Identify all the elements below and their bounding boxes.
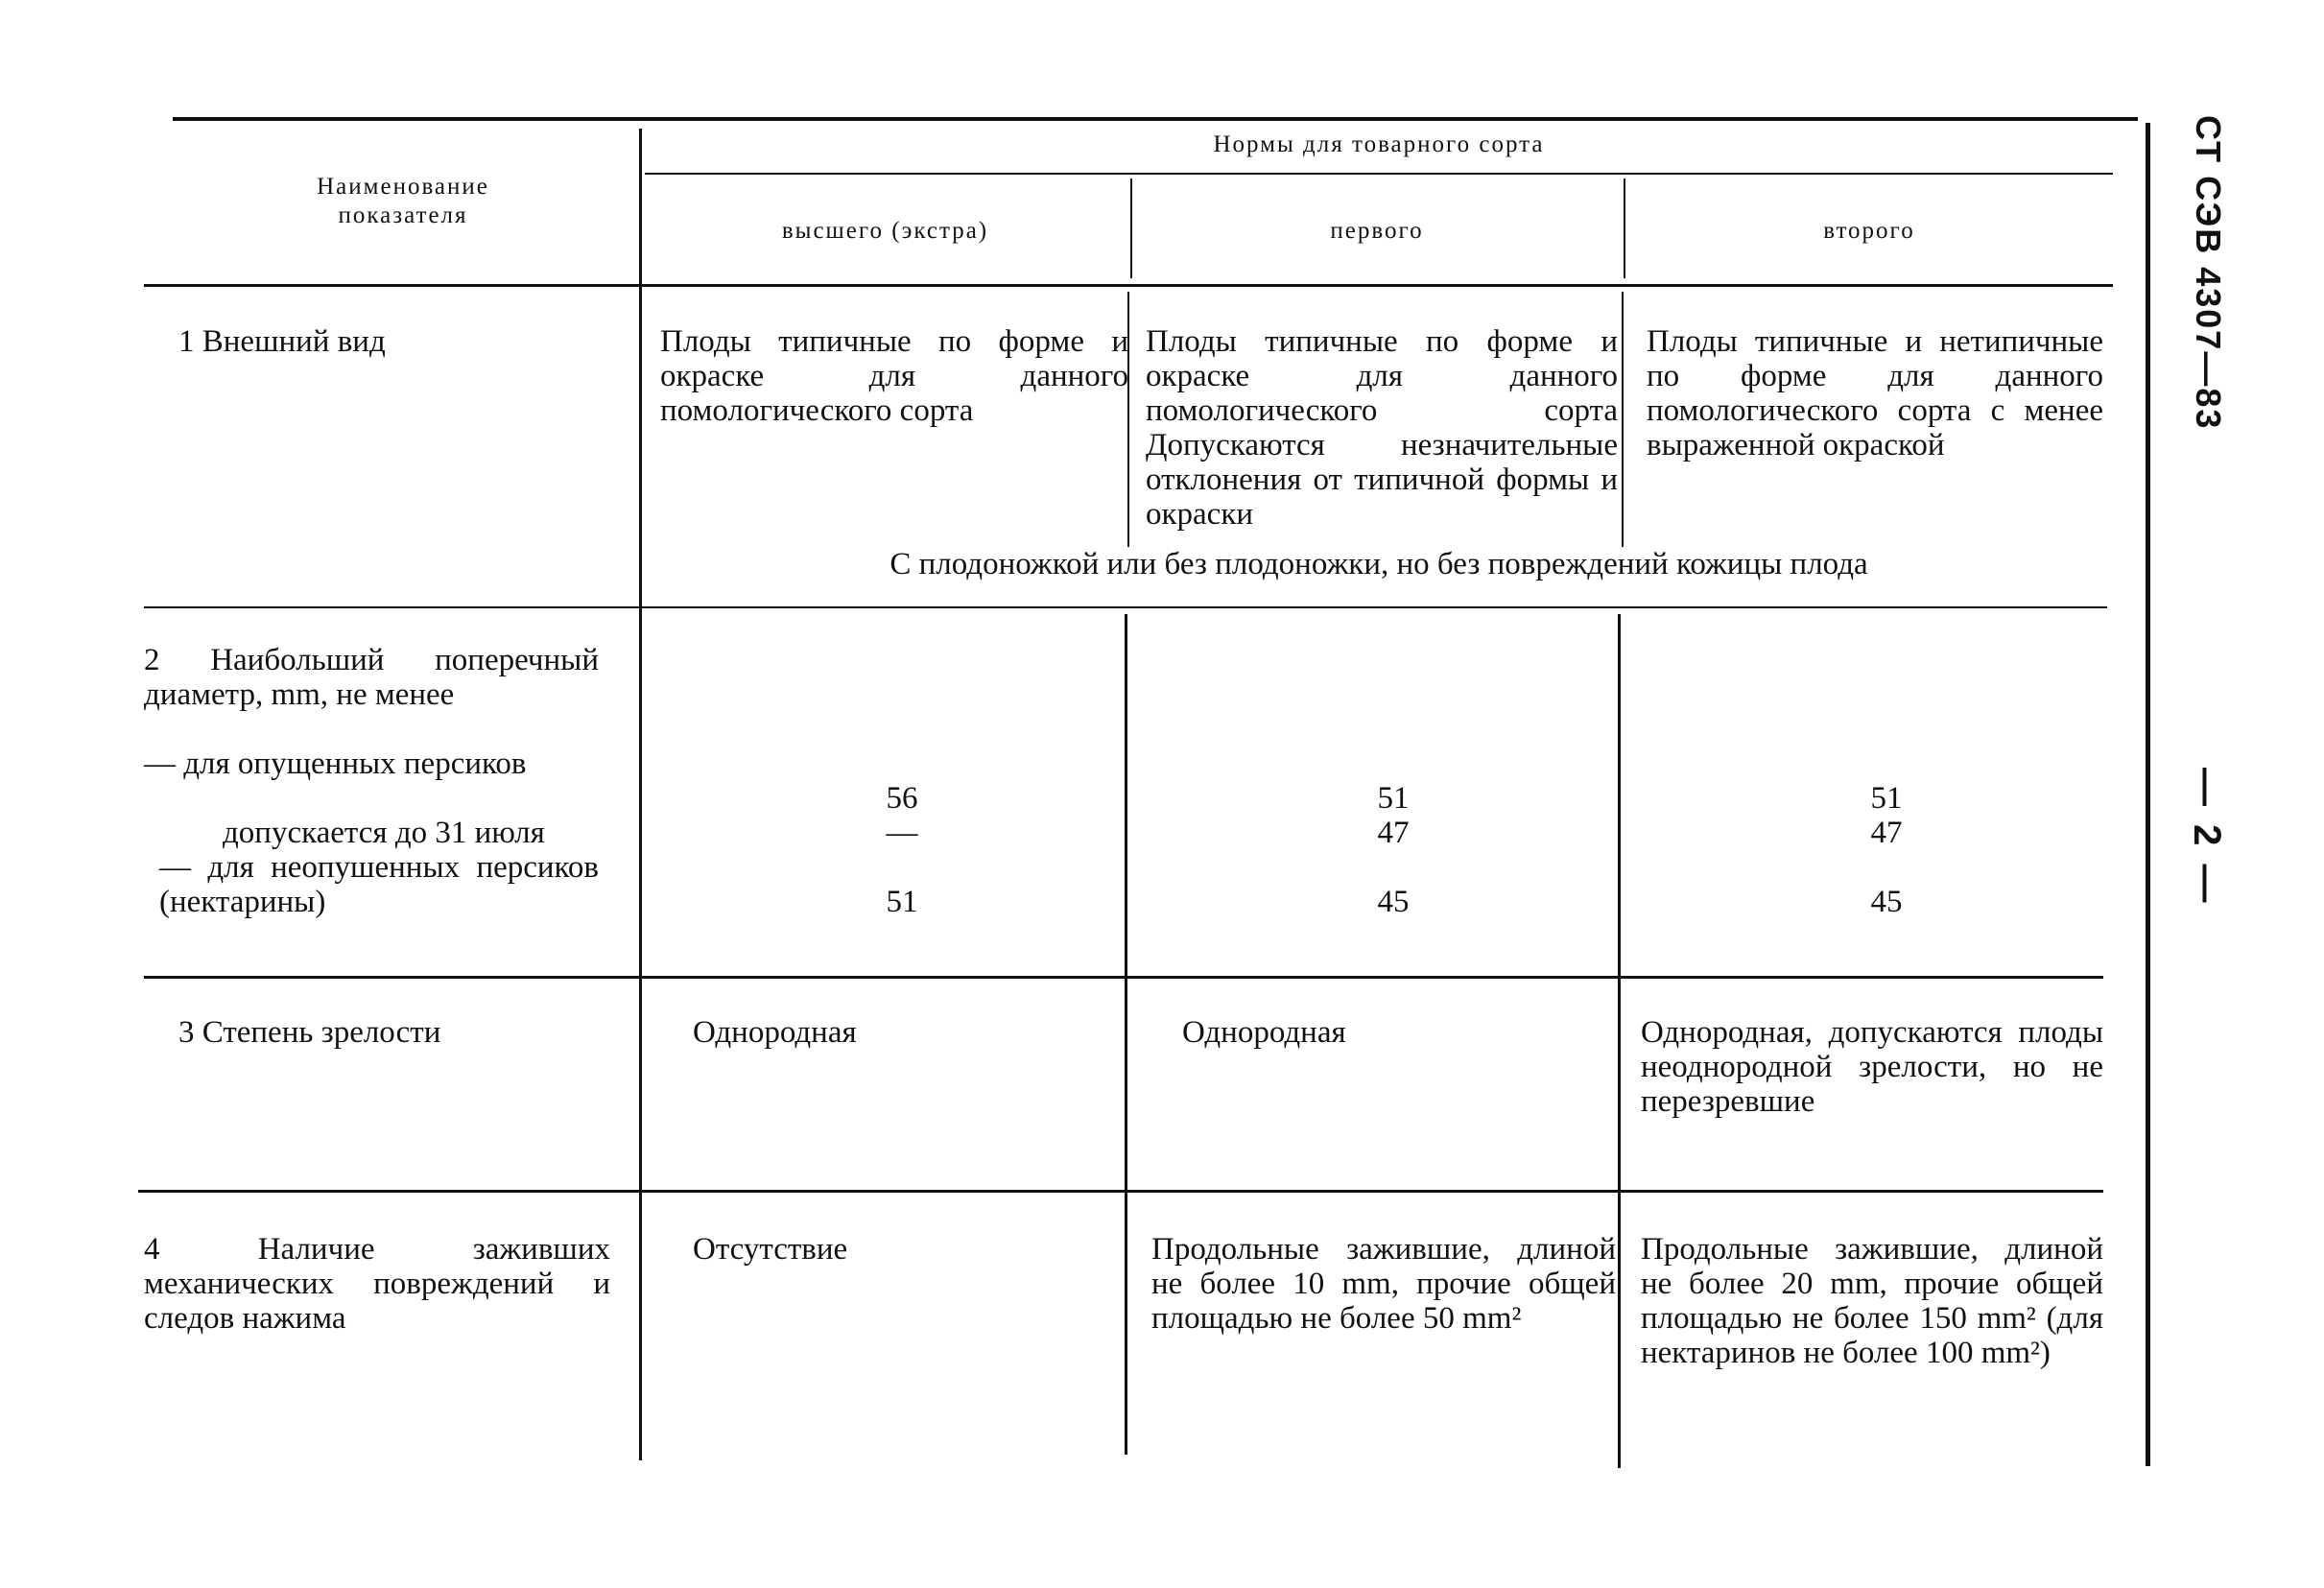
row2-sub1: — для опущенных персиков: [144, 747, 527, 781]
row2-top-3: 51: [886, 885, 918, 919]
header-grade-top: высшего (экстра): [781, 218, 989, 244]
row1-top: Плоды типичные по форме и окраске для данного помологического сорта: [660, 324, 1128, 428]
row2-first-2: 47: [1377, 816, 1410, 850]
header-grade-second: второго: [1823, 218, 1915, 244]
row2-second-3: 45: [1870, 885, 1903, 919]
row4-name: 4 Наличие заживших механических повреждений и следов нажима: [144, 1232, 610, 1336]
row2-second-2: 47: [1870, 816, 1903, 850]
row2-name: 2 Наибольший поперечный диаметр, mm, не менее: [144, 643, 599, 712]
row2-first-1: 51: [1377, 781, 1410, 816]
standard-code-text: СТ СЭВ 4307—83: [2189, 115, 2228, 431]
header-bottom-rule: [144, 284, 2113, 287]
row3-bottom-rule: [138, 1190, 2103, 1193]
row4-second: Продольные зажившие, длиной не более 20 mm, прочие общей площадью не более 150 mm² (для нектаринов не более 100 mm²): [1641, 1232, 2103, 1370]
header-indicator: Наименование показателя: [317, 174, 489, 228]
row3-top: Однородная: [693, 1015, 857, 1050]
grade2-column-rule-row1: [1622, 292, 1624, 547]
row4-first: Продольные зажившие, длиной не более 10 mm, прочие общей площадью не более 50 mm²: [1151, 1232, 1616, 1336]
table-top-rule: [173, 117, 2138, 121]
row1-common: С плодоножкой или без плодоножки, но без повреждений кожицы плода: [889, 547, 1868, 581]
grade1-column-rule-rows: [1125, 614, 1127, 1455]
row2-second-1: 51: [1870, 781, 1903, 816]
page-number: [2170, 768, 2247, 907]
row1-second: Плоды типичные и нетипичные по форме для данного помологического сорта с менее выраженной окраской: [1647, 324, 2103, 462]
row2-sub3: — для неопушенных персиков (нектарины): [159, 850, 599, 919]
row4-top: Отсутствие: [693, 1232, 848, 1267]
grade2-column-rule-rows: [1618, 614, 1621, 1468]
row2-top-2: —: [886, 816, 918, 850]
indicator-column-rule: [639, 129, 642, 1460]
row2-sub2: допускается до 31 июля: [223, 816, 545, 850]
row1-name: 1 Внешний вид: [178, 324, 386, 359]
header-norms: Нормы для товарного сорта: [1213, 131, 1545, 157]
row3-second: Однородная, допускаются плоды неоднородной зрелости, но не перезревшие: [1641, 1015, 2103, 1119]
row3-first: Однородная: [1182, 1015, 1346, 1050]
row2-first-3: 45: [1377, 885, 1410, 919]
header-grade-first: первого: [1330, 218, 1424, 244]
right-margin-rule: [2146, 123, 2150, 1466]
row1-bottom-rule: [144, 606, 2107, 608]
row3-name: 3 Степень зрелости: [178, 1015, 441, 1050]
row1-first: Плоды типичные по форме и окраске для данного помологического сорта Допускаются незначительные отклонения от типичной формы и окраски: [1146, 324, 1618, 532]
row2-top-1: 56: [886, 781, 918, 816]
header-norms-rule: [645, 173, 2113, 175]
standard-code-label: [2170, 115, 2247, 432]
page-number-text: — 2 —: [2186, 768, 2228, 907]
row2-bottom-rule: [144, 976, 2103, 979]
